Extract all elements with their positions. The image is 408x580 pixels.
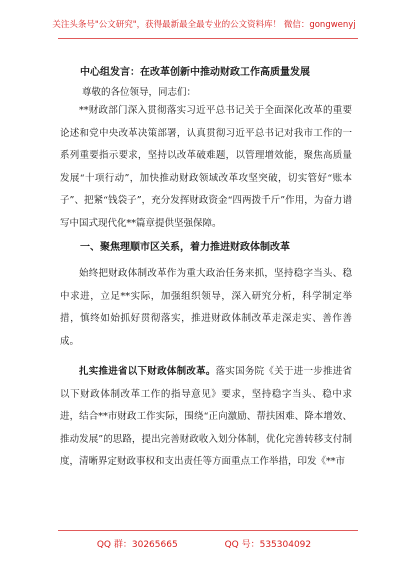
greeting: 尊敬的各位领导，同志们： [82,87,197,98]
paragraph-2: 始终把财政体制改革作为重大政治任务来抓，坚持稳字当头、稳中求进，立足**实际，加强组织领导，深入研究分析，科学制定举措，慎终如始抓好贯彻落实，推进财政体制改革走深走实、善作善成。 [60,268,352,347]
paragraph-3-text: 落实国务院《关于进一步推进省以下财政体制改革工作的指导意见》要求，坚持稳字当头、稳中求进，结合**市财政工作实际，围绕“正向激励、帮扶困难、降本增效、推动发展”的思路，提出完善财政收入划分体制，优化完善转移支付制度，清晰界定财政事权和支出责任等方面重点工作举措，印发《**市 [60,366,352,467]
footer-qq-number: QQ 号：535304092 [224,540,312,550]
header-divider [58,38,358,39]
document-body [60,52,352,474]
section-heading-1: 一、聚焦理顺市区关系，着力推进财政体制改革 [80,242,290,253]
document-title: 中心组发言：在改革创新中推动财政工作高质量发展 [80,67,310,78]
header-banner: 关注头条号"公文研究"，获得最新最全最专业的公文资料库！ 微信：gongwenyj [52,20,356,30]
paragraph-3 [60,361,352,474]
footer-divider [58,530,358,531]
paragraph-1: **财政部门深入贯彻落实习近平总书记关于全面深化改革的重要论述和党中央改革决策部署，认真贯彻习近平总书记对我市工作的一系列重要指示要求，坚持以改革破难题，以管理增效能，聚焦高质量发展“十项行动”，加快推动财政领域改革攻坚突破，切实管好“账本子”、把紧“钱袋子”，充分发挥财政资金“四两拨千斤”作用，为奋力谱写中国式现代化**篇章提供坚强保障。 [60,105,352,229]
paragraph-3-lead: 扎实推进省以下财政体制改革。 [79,366,216,377]
footer-contacts [0,537,408,550]
footer-qq-group: QQ 群：30265665 [96,540,178,550]
